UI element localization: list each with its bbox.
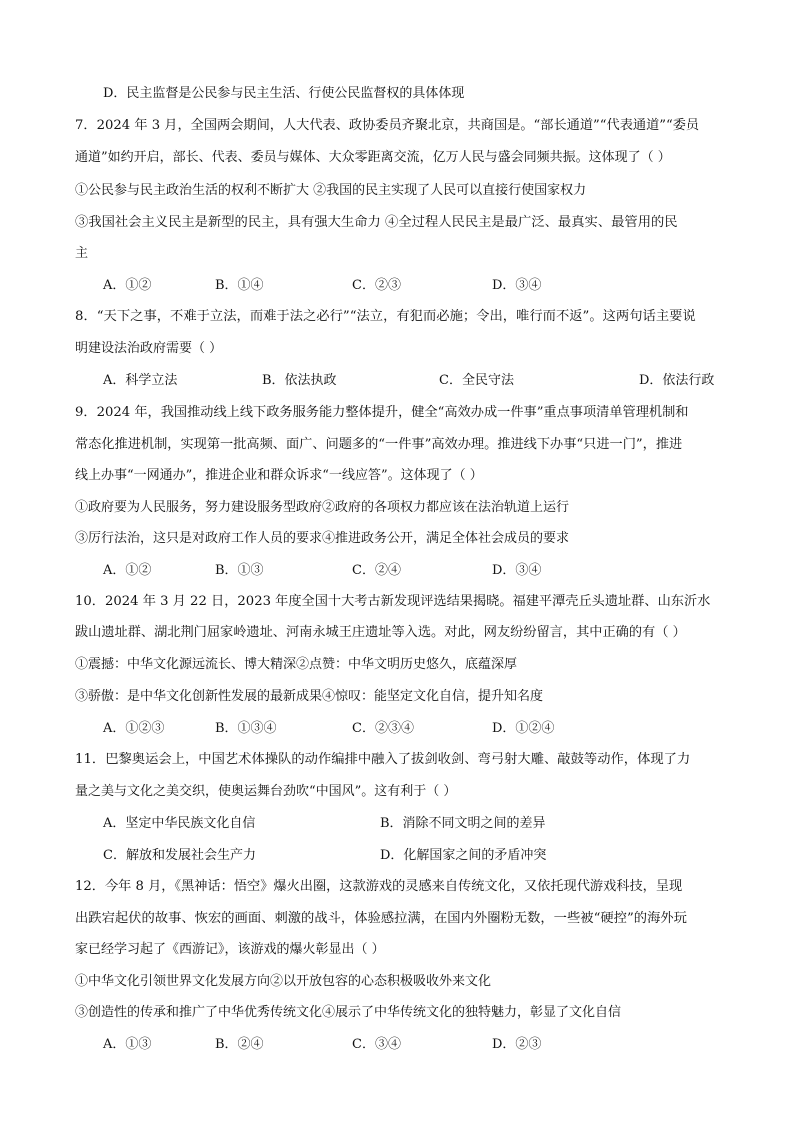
q8-option-c[interactable]: C．全民守法 [439, 373, 514, 388]
q9-option-d[interactable]: D．③④ [492, 563, 542, 578]
q8-stem-line-2: 明建设法治政府需要（ ） [75, 341, 223, 356]
q11-option-a[interactable]: A．坚定中华民族文化自信 [103, 816, 256, 831]
q9-statement-3-4: ③厉行法治，这只是对政府工作人员的要求④推进政务公开，满足全体社会成员的要求 [75, 531, 570, 546]
q8-option-b[interactable]: B．依法执政 [262, 373, 337, 388]
q9-statement-1-2: ①政府要为人民服务，努力建设服务型政府②政府的各项权力都应该在法治轨道上运行 [75, 500, 570, 515]
q8-option-a[interactable]: A．科学立法 [103, 373, 178, 388]
q9-stem-line-2: 常态化推进机制，实现第一批高频、面广、问题多的“一件事”高效办理。推进线下办事“只进一门”，推进 [75, 437, 683, 452]
q12-option-d[interactable]: D．②③ [492, 1037, 542, 1052]
q10-option-a[interactable]: A．①②③ [103, 721, 165, 736]
q10-option-d[interactable]: D．①②④ [492, 721, 555, 736]
q11-stem-line-2: 量之美与文化之美交织，使奥运舞台劲吹“中国风”。这有利于（ ） [75, 784, 457, 799]
q12-stem-line-1: 12．今年 8 月，《黑神话：悟空》爆火出圈，这款游戏的灵感来自传统文化，又依托现代游戏科技，呈现 [75, 879, 683, 894]
q8-stem-line-1: 8．“天下之事，不难于立法，而难于法之必行”“法立，有犯而必施；令出，唯行而不返”。这两句话主要说 [75, 309, 696, 324]
q7-stem-line-2: 通道”如约开启，部长、代表、委员与媒体、大众零距离交流，亿万人民与盛会同频共振。这体现了（ ） [75, 150, 671, 165]
q9-option-b[interactable]: B．①③ [215, 563, 264, 578]
q12-stem-line-3: 家已经学习起了《西游记》，该游戏的爆火彰显出（ ） [75, 942, 385, 957]
q10-option-b[interactable]: B．①③④ [215, 721, 277, 736]
q7-option-a[interactable]: A．①② [103, 278, 152, 293]
q10-statement-3-4: ③骄傲：是中华文化创新性发展的最新成果④惊叹：能坚定文化自信，提升知名度 [75, 689, 544, 704]
q11-option-b[interactable]: B．消除不同文明之间的差异 [380, 816, 546, 831]
q8-option-d[interactable]: D．依法行政 [639, 373, 715, 388]
q11-option-c[interactable]: C．解放和发展社会生产力 [103, 848, 256, 863]
q12-option-b[interactable]: B．②④ [215, 1037, 264, 1052]
q11-stem-line-1: 11．巴黎奥运会上，中国艺术体操队的动作编排中融入了拔剑收剑、弯弓射大雕、敲鼓等动作，体现了力 [75, 752, 691, 767]
q10-statement-1-2: ①震撼：中华文化源远流长、博大精深②点赞：中华文明历史悠久，底蕴深厚 [75, 657, 518, 672]
q10-option-c[interactable]: C．②③④ [352, 721, 414, 736]
q9-option-a[interactable]: A．①② [103, 563, 152, 578]
q10-stem-line-2: 跋山遗址群、湖北荆门屈家岭遗址、河南永城王庄遗址等入选。对此，网友纷纷留言，其中正确的有（ ） [75, 625, 686, 640]
q7-option-c[interactable]: C．②③ [352, 278, 401, 293]
q12-option-c[interactable]: C．③④ [352, 1037, 401, 1052]
q7-stem-line-1: 7．2024 年 3 月，全国两会期间，人大代表、政协委员齐聚北京，共商国是。“部长通道”“代表通道”“委员 [75, 118, 700, 133]
q9-stem-line-1: 9．2024 年，我国推动线上线下政务服务能力整体提升，健全“高效办成一件事”重点事项清单管理机制和 [75, 405, 689, 420]
q12-option-a[interactable]: A．①③ [103, 1037, 152, 1052]
q7-statement-4-cont: 主 [75, 246, 89, 261]
q7-option-b[interactable]: B．①④ [215, 278, 264, 293]
q7-option-d[interactable]: D．③④ [492, 278, 542, 293]
q6-option-d: D．民主监督是公民参与民主生活、行使公民监督权的具体体现 [103, 86, 465, 101]
q12-stem-line-2: 出跌宕起伏的故事、恢宏的画面、刺激的战斗，体验感拉满，在国内外圈粉无数，一些被“硬控”的海外玩 [75, 911, 687, 926]
q7-statement-3-4: ③我国社会主义民主是新型的民主，具有强大生命力 ④全过程人民民主是最广泛、最真实、最管用的民 [75, 215, 678, 230]
q12-statement-3-4: ③创造性的传承和推广了中华优秀传统文化④展示了中华传统文化的独特魅力，彰显了文化自信 [75, 1005, 622, 1020]
q12-statement-1-2: ①中华文化引领世界文化发展方向②以开放包容的心态积极吸收外来文化 [75, 974, 492, 989]
q9-stem-line-3: 线上办事“一网通办”，推进企业和群众诉求“一线应答”。这体现了（ ） [75, 468, 483, 483]
q9-option-c[interactable]: C．②④ [352, 563, 401, 578]
q10-stem-line-1: 10．2024 年 3 月 22 日，2023 年度全国十大考古新发现评选结果揭晓。福建平潭壳丘头遗址群、山东沂水 [75, 594, 711, 609]
q11-option-d[interactable]: D．化解国家之间的矛盾冲突 [380, 848, 547, 863]
q7-statement-1-2: ①公民参与民主政治生活的权利不断扩大 ②我国的民主实现了人民可以直接行使国家权力 [75, 183, 587, 198]
